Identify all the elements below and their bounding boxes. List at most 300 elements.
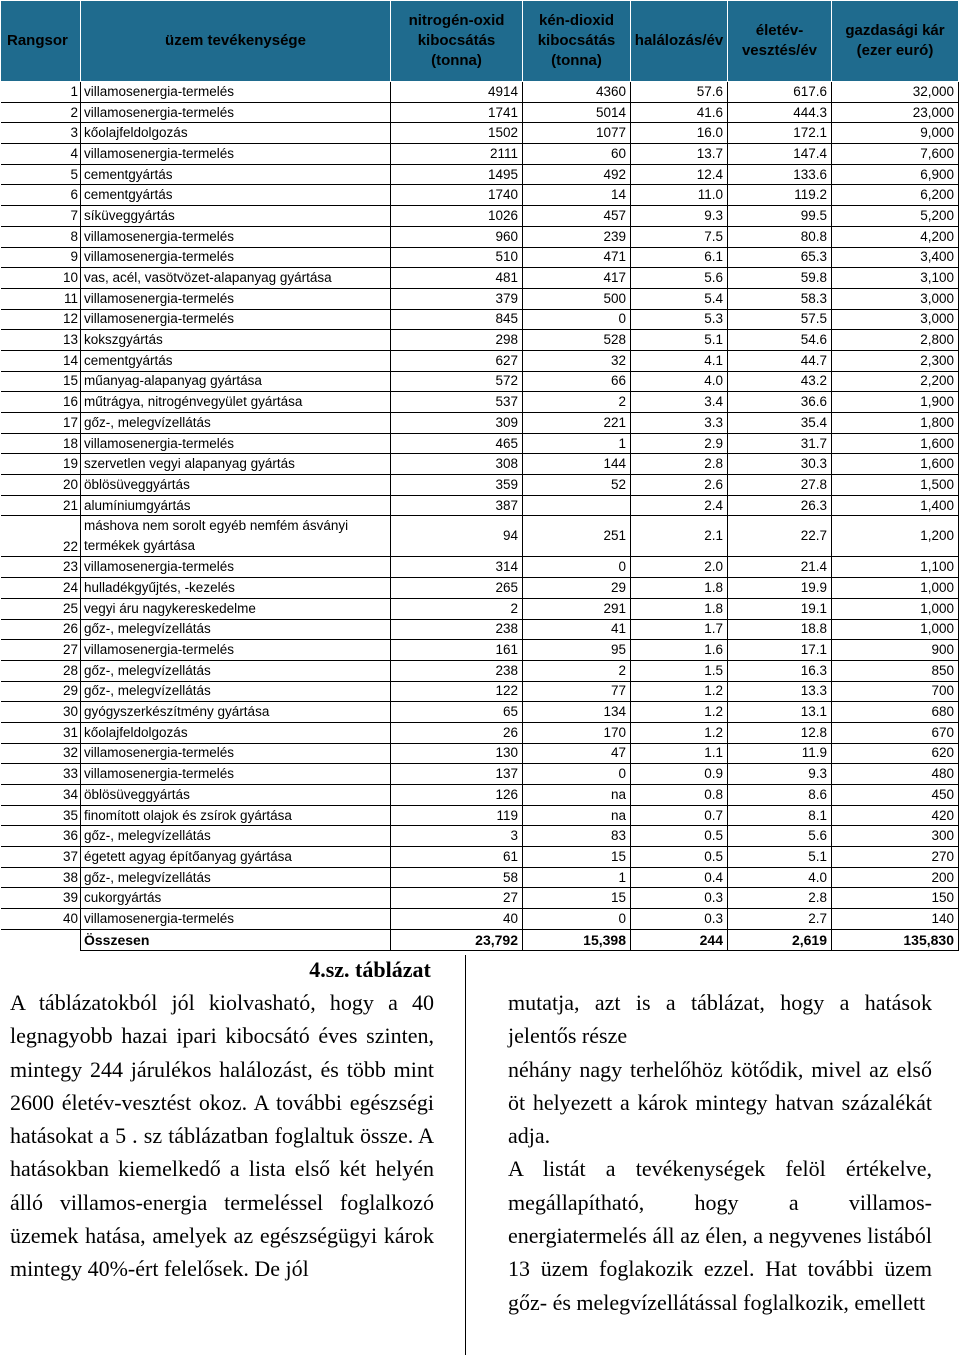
cell-rank: 18 bbox=[1, 433, 81, 454]
header-activity: üzem tevékenysége bbox=[81, 1, 391, 82]
cell-deaths: 4.0 bbox=[631, 371, 728, 392]
cell-nox: 481 bbox=[391, 268, 523, 289]
cell-activity: kőolajfeldolgozás bbox=[81, 722, 391, 743]
cell-deaths: 0.4 bbox=[631, 867, 728, 888]
cell-rank: 30 bbox=[1, 702, 81, 723]
cell-nox: 2 bbox=[391, 598, 523, 619]
cell-damage: 1,800 bbox=[832, 413, 959, 434]
cell-yll: 57.5 bbox=[728, 309, 832, 330]
cell-rank: 10 bbox=[1, 268, 81, 289]
cell-rank: 3 bbox=[1, 123, 81, 144]
table-row bbox=[1, 598, 959, 619]
total-blank bbox=[1, 929, 81, 950]
cell-activity: villamosenergia-termelés bbox=[81, 557, 391, 578]
cell-yll: 13.1 bbox=[728, 702, 832, 723]
cell-yll: 9.3 bbox=[728, 764, 832, 785]
cell-so2: 41 bbox=[523, 619, 631, 640]
cell-activity: műtrágya, nitrogénvegyület gyártása bbox=[81, 392, 391, 413]
body-text-right bbox=[508, 986, 932, 1319]
cell-nox: 137 bbox=[391, 764, 523, 785]
cell-damage: 1,100 bbox=[832, 557, 959, 578]
cell-nox: 1026 bbox=[391, 206, 523, 227]
cell-yll: 54.6 bbox=[728, 330, 832, 351]
cell-so2: 0 bbox=[523, 309, 631, 330]
cell-so2: 4360 bbox=[523, 82, 631, 103]
cell-rank: 35 bbox=[1, 805, 81, 826]
cell-yll: 5.1 bbox=[728, 847, 832, 868]
total-nox: 23,792 bbox=[391, 929, 523, 950]
cell-nox: 238 bbox=[391, 619, 523, 640]
cell-activity: égetett agyag építőanyag gyártása bbox=[81, 847, 391, 868]
cell-yll: 80.8 bbox=[728, 226, 832, 247]
cell-activity: villamosenergia-termelés bbox=[81, 640, 391, 661]
cell-nox: 627 bbox=[391, 350, 523, 371]
total-deaths: 244 bbox=[631, 929, 728, 950]
cell-deaths: 1.5 bbox=[631, 660, 728, 681]
cell-rank: 40 bbox=[1, 909, 81, 930]
table-header-row bbox=[1, 1, 959, 82]
cell-yll: 65.3 bbox=[728, 247, 832, 268]
total-label: Összesen bbox=[81, 929, 391, 950]
cell-yll: 18.8 bbox=[728, 619, 832, 640]
cell-deaths: 12.4 bbox=[631, 164, 728, 185]
cell-rank: 14 bbox=[1, 350, 81, 371]
cell-nox: 960 bbox=[391, 226, 523, 247]
cell-rank: 36 bbox=[1, 826, 81, 847]
cell-so2: 251 bbox=[523, 516, 631, 557]
cell-yll: 58.3 bbox=[728, 288, 832, 309]
cell-so2: 66 bbox=[523, 371, 631, 392]
cell-activity: villamosenergia-termelés bbox=[81, 743, 391, 764]
cell-so2: 1 bbox=[523, 867, 631, 888]
total-damage: 135,830 bbox=[832, 929, 959, 950]
cell-rank: 39 bbox=[1, 888, 81, 909]
cell-activity: gőz-, melegvízellátás bbox=[81, 826, 391, 847]
cell-nox: 3 bbox=[391, 826, 523, 847]
cell-rank: 34 bbox=[1, 785, 81, 806]
header-nox: nitrogén-oxid kibocsátás (tonna) bbox=[391, 1, 523, 82]
cell-rank: 29 bbox=[1, 681, 81, 702]
cell-yll: 19.1 bbox=[728, 598, 832, 619]
table-row bbox=[1, 557, 959, 578]
cell-deaths: 1.1 bbox=[631, 743, 728, 764]
cell-so2: na bbox=[523, 805, 631, 826]
header-so2: kén-dioxid kibocsátás (tonna) bbox=[523, 1, 631, 82]
table-row bbox=[1, 867, 959, 888]
cell-damage: 2,300 bbox=[832, 350, 959, 371]
table-row bbox=[1, 392, 959, 413]
cell-activity: gőz-, melegvízellátás bbox=[81, 867, 391, 888]
cell-activity: cukorgyártás bbox=[81, 888, 391, 909]
cell-yll: 36.6 bbox=[728, 392, 832, 413]
cell-activity: alumíniumgyártás bbox=[81, 495, 391, 516]
cell-damage: 1,900 bbox=[832, 392, 959, 413]
cell-rank: 23 bbox=[1, 557, 81, 578]
cell-activity: cementgyártás bbox=[81, 164, 391, 185]
cell-deaths: 2.1 bbox=[631, 516, 728, 557]
cell-yll: 27.8 bbox=[728, 475, 832, 496]
cell-yll: 59.8 bbox=[728, 268, 832, 289]
cell-deaths: 0.3 bbox=[631, 909, 728, 930]
cell-nox: 845 bbox=[391, 309, 523, 330]
paragraph-left: A táblázatokból jól kiolvasható, hogy a 40 legnagyobb hazai ipari kibocsátó éves szinten, mintegy 244 járulékos halálozást, és több mint 2600 életév-vesztést okoz. A további egészségi hatásokat a 5 . sz táblázatban foglaltuk össze. A hatásokban kiemelkedő a lista első két helyén álló villamos-energia termeléssel foglalkozó üzemek hatása, amelyek az egészségügyi károk mintegy 40%-ért felelősek. De jól bbox=[10, 990, 434, 1282]
cell-deaths: 5.6 bbox=[631, 268, 728, 289]
cell-activity: villamosenergia-termelés bbox=[81, 433, 391, 454]
cell-deaths: 57.6 bbox=[631, 82, 728, 103]
table-row bbox=[1, 888, 959, 909]
cell-rank: 13 bbox=[1, 330, 81, 351]
cell-damage: 32,000 bbox=[832, 82, 959, 103]
cell-activity: síküveggyártás bbox=[81, 206, 391, 227]
cell-yll: 99.5 bbox=[728, 206, 832, 227]
table-row bbox=[1, 454, 959, 475]
cell-so2: 457 bbox=[523, 206, 631, 227]
cell-nox: 27 bbox=[391, 888, 523, 909]
cell-rank: 31 bbox=[1, 722, 81, 743]
cell-yll: 172.1 bbox=[728, 123, 832, 144]
cell-activity: villamosenergia-termelés bbox=[81, 247, 391, 268]
cell-so2: 2 bbox=[523, 392, 631, 413]
cell-rank: 26 bbox=[1, 619, 81, 640]
cell-so2: 14 bbox=[523, 185, 631, 206]
cell-rank: 21 bbox=[1, 495, 81, 516]
cell-rank: 5 bbox=[1, 164, 81, 185]
cell-damage: 2,200 bbox=[832, 371, 959, 392]
table-row bbox=[1, 660, 959, 681]
cell-activity: hulladékgyűjtés, -kezelés bbox=[81, 578, 391, 599]
cell-so2: 0 bbox=[523, 764, 631, 785]
cell-so2: 60 bbox=[523, 144, 631, 165]
table-row bbox=[1, 495, 959, 516]
cell-activity: műanyag-alapanyag gyártása bbox=[81, 371, 391, 392]
cell-nox: 58 bbox=[391, 867, 523, 888]
cell-so2: 15 bbox=[523, 847, 631, 868]
cell-damage: 1,000 bbox=[832, 578, 959, 599]
cell-yll: 43.2 bbox=[728, 371, 832, 392]
cell-rank: 12 bbox=[1, 309, 81, 330]
cell-nox: 537 bbox=[391, 392, 523, 413]
cell-yll: 31.7 bbox=[728, 433, 832, 454]
cell-rank: 17 bbox=[1, 413, 81, 434]
cell-yll: 444.3 bbox=[728, 102, 832, 123]
cell-activity: vegyi áru nagykereskedelme bbox=[81, 598, 391, 619]
cell-rank: 37 bbox=[1, 847, 81, 868]
cell-rank: 38 bbox=[1, 867, 81, 888]
cell-deaths: 0.5 bbox=[631, 847, 728, 868]
total-so2: 15,398 bbox=[523, 929, 631, 950]
cell-yll: 26.3 bbox=[728, 495, 832, 516]
cell-yll: 133.6 bbox=[728, 164, 832, 185]
cell-damage: 700 bbox=[832, 681, 959, 702]
cell-damage: 4,200 bbox=[832, 226, 959, 247]
cell-deaths: 2.4 bbox=[631, 495, 728, 516]
cell-nox: 572 bbox=[391, 371, 523, 392]
cell-so2: 528 bbox=[523, 330, 631, 351]
cell-activity: kokszgyártás bbox=[81, 330, 391, 351]
cell-yll: 35.4 bbox=[728, 413, 832, 434]
cell-activity: villamosenergia-termelés bbox=[81, 144, 391, 165]
cell-rank: 8 bbox=[1, 226, 81, 247]
table-caption: 4.sz. táblázat bbox=[309, 957, 431, 982]
cell-nox: 122 bbox=[391, 681, 523, 702]
cell-deaths: 1.7 bbox=[631, 619, 728, 640]
cell-so2: 29 bbox=[523, 578, 631, 599]
cell-so2: 492 bbox=[523, 164, 631, 185]
cell-deaths: 3.4 bbox=[631, 392, 728, 413]
cell-rank: 6 bbox=[1, 185, 81, 206]
cell-deaths: 2.9 bbox=[631, 433, 728, 454]
cell-damage: 1,200 bbox=[832, 516, 959, 557]
cell-activity: finomított olajok és zsírok gyártása bbox=[81, 805, 391, 826]
cell-yll: 2.7 bbox=[728, 909, 832, 930]
cell-activity: kőolajfeldolgozás bbox=[81, 123, 391, 144]
cell-deaths: 41.6 bbox=[631, 102, 728, 123]
cell-rank: 33 bbox=[1, 764, 81, 785]
cell-activity: cementgyártás bbox=[81, 185, 391, 206]
cell-damage: 1,000 bbox=[832, 598, 959, 619]
cell-so2: 95 bbox=[523, 640, 631, 661]
cell-deaths: 4.1 bbox=[631, 350, 728, 371]
cell-deaths: 0.8 bbox=[631, 785, 728, 806]
cell-damage: 9,000 bbox=[832, 123, 959, 144]
cell-yll: 4.0 bbox=[728, 867, 832, 888]
cell-so2: 417 bbox=[523, 268, 631, 289]
cell-damage: 2,800 bbox=[832, 330, 959, 351]
cell-so2: 144 bbox=[523, 454, 631, 475]
cell-deaths: 3.3 bbox=[631, 413, 728, 434]
cell-so2: 15 bbox=[523, 888, 631, 909]
body-text-left bbox=[10, 986, 434, 1286]
cell-activity: villamosenergia-termelés bbox=[81, 309, 391, 330]
cell-damage: 3,000 bbox=[832, 288, 959, 309]
cell-yll: 8.6 bbox=[728, 785, 832, 806]
cell-damage: 5,200 bbox=[832, 206, 959, 227]
cell-rank: 27 bbox=[1, 640, 81, 661]
cell-deaths: 5.4 bbox=[631, 288, 728, 309]
cell-rank: 32 bbox=[1, 743, 81, 764]
cell-deaths: 0.9 bbox=[631, 764, 728, 785]
cell-activity: gőz-, melegvízellátás bbox=[81, 660, 391, 681]
cell-yll: 21.4 bbox=[728, 557, 832, 578]
table-row bbox=[1, 619, 959, 640]
cell-rank: 4 bbox=[1, 144, 81, 165]
cell-damage: 23,000 bbox=[832, 102, 959, 123]
cell-nox: 379 bbox=[391, 288, 523, 309]
cell-damage: 6,900 bbox=[832, 164, 959, 185]
cell-damage: 1,600 bbox=[832, 433, 959, 454]
cell-damage: 270 bbox=[832, 847, 959, 868]
cell-yll: 147.4 bbox=[728, 144, 832, 165]
cell-damage: 3,100 bbox=[832, 268, 959, 289]
cell-rank: 20 bbox=[1, 475, 81, 496]
cell-nox: 161 bbox=[391, 640, 523, 661]
cell-nox: 130 bbox=[391, 743, 523, 764]
cell-activity: villamosenergia-termelés bbox=[81, 909, 391, 930]
paragraph-right-1: mutatja, azt is a táblázat, hogy a hatások jelentős része bbox=[508, 990, 932, 1049]
cell-nox: 359 bbox=[391, 475, 523, 496]
cell-yll: 19.9 bbox=[728, 578, 832, 599]
table-row bbox=[1, 578, 959, 599]
cell-rank: 7 bbox=[1, 206, 81, 227]
paragraph-right-3: A listát a tevékenységek felöl értékelve, megállapítható, hogy a villamos-energiatermelés áll az élen, a negyvenes listából 13 üzem foglakozik ezzel. Hat további üzem gőz- és melegvízellátással foglalkozik, emellett bbox=[508, 1156, 932, 1315]
cell-nox: 4914 bbox=[391, 82, 523, 103]
cell-activity: villamosenergia-termelés bbox=[81, 764, 391, 785]
cell-rank: 24 bbox=[1, 578, 81, 599]
cell-so2: 471 bbox=[523, 247, 631, 268]
cell-so2: na bbox=[523, 785, 631, 806]
cell-rank: 28 bbox=[1, 660, 81, 681]
cell-rank: 16 bbox=[1, 392, 81, 413]
cell-yll: 11.9 bbox=[728, 743, 832, 764]
paragraph-right-2: néhány nagy terhelőhöz kötődik, mivel az első öt helyezett a károk mintegy hatvan százalékát adja. bbox=[508, 1056, 932, 1149]
cell-activity: gőz-, melegvízellátás bbox=[81, 619, 391, 640]
cell-damage: 6,200 bbox=[832, 185, 959, 206]
cell-nox: 1495 bbox=[391, 164, 523, 185]
cell-yll: 617.6 bbox=[728, 82, 832, 103]
cell-so2: 5014 bbox=[523, 102, 631, 123]
cell-nox: 94 bbox=[391, 516, 523, 557]
cell-nox: 465 bbox=[391, 433, 523, 454]
table-row bbox=[1, 516, 959, 557]
cell-activity: öblösüveggyártás bbox=[81, 475, 391, 496]
cell-nox: 65 bbox=[391, 702, 523, 723]
cell-rank: 1 bbox=[1, 82, 81, 103]
table-row bbox=[1, 371, 959, 392]
cell-damage: 140 bbox=[832, 909, 959, 930]
cell-deaths: 13.7 bbox=[631, 144, 728, 165]
table-row bbox=[1, 309, 959, 330]
table-row bbox=[1, 164, 959, 185]
cell-activity: gőz-, melegvízellátás bbox=[81, 681, 391, 702]
table-row bbox=[1, 288, 959, 309]
cell-yll: 8.1 bbox=[728, 805, 832, 826]
cell-activity: máshova nem sorolt egyéb nemfém ásványi termékek gyártása bbox=[81, 516, 391, 557]
total-row bbox=[1, 929, 959, 950]
cell-nox: 1741 bbox=[391, 102, 523, 123]
cell-damage: 300 bbox=[832, 826, 959, 847]
cell-damage: 150 bbox=[832, 888, 959, 909]
cell-deaths: 9.3 bbox=[631, 206, 728, 227]
cell-damage: 3,000 bbox=[832, 309, 959, 330]
cell-nox: 26 bbox=[391, 722, 523, 743]
cell-so2: 32 bbox=[523, 350, 631, 371]
cell-activity: villamosenergia-termelés bbox=[81, 82, 391, 103]
cell-nox: 238 bbox=[391, 660, 523, 681]
cell-so2: 239 bbox=[523, 226, 631, 247]
cell-yll: 119.2 bbox=[728, 185, 832, 206]
cell-activity: gyógyszerkészítmény gyártása bbox=[81, 702, 391, 723]
cell-deaths: 1.2 bbox=[631, 722, 728, 743]
table-row bbox=[1, 144, 959, 165]
cell-damage: 7,600 bbox=[832, 144, 959, 165]
table-body bbox=[1, 82, 959, 930]
table-row bbox=[1, 702, 959, 723]
cell-deaths: 1.6 bbox=[631, 640, 728, 661]
cell-rank: 25 bbox=[1, 598, 81, 619]
cell-rank: 19 bbox=[1, 454, 81, 475]
cell-activity: gőz-, melegvízellátás bbox=[81, 413, 391, 434]
table-row bbox=[1, 433, 959, 454]
cell-so2: 0 bbox=[523, 909, 631, 930]
cell-rank: 15 bbox=[1, 371, 81, 392]
cell-deaths: 2.0 bbox=[631, 557, 728, 578]
cell-yll: 22.7 bbox=[728, 516, 832, 557]
cell-yll: 17.1 bbox=[728, 640, 832, 661]
cell-deaths: 1.8 bbox=[631, 598, 728, 619]
cell-so2: 0 bbox=[523, 557, 631, 578]
table-row bbox=[1, 123, 959, 144]
cell-so2: 1077 bbox=[523, 123, 631, 144]
cell-yll: 30.3 bbox=[728, 454, 832, 475]
cell-nox: 119 bbox=[391, 805, 523, 826]
total-yll: 2,619 bbox=[728, 929, 832, 950]
cell-damage: 480 bbox=[832, 764, 959, 785]
cell-so2: 83 bbox=[523, 826, 631, 847]
cell-deaths: 6.1 bbox=[631, 247, 728, 268]
cell-rank: 2 bbox=[1, 102, 81, 123]
cell-damage: 1,400 bbox=[832, 495, 959, 516]
cell-so2: 77 bbox=[523, 681, 631, 702]
header-rank: Rangsor bbox=[1, 1, 81, 82]
cell-activity: villamosenergia-termelés bbox=[81, 226, 391, 247]
table-row bbox=[1, 743, 959, 764]
table-row bbox=[1, 185, 959, 206]
cell-nox: 309 bbox=[391, 413, 523, 434]
cell-rank: 11 bbox=[1, 288, 81, 309]
table-row bbox=[1, 413, 959, 434]
cell-deaths: 0.7 bbox=[631, 805, 728, 826]
table-row bbox=[1, 805, 959, 826]
cell-so2: 500 bbox=[523, 288, 631, 309]
table-row bbox=[1, 102, 959, 123]
table-row bbox=[1, 909, 959, 930]
cell-deaths: 7.5 bbox=[631, 226, 728, 247]
table-row bbox=[1, 475, 959, 496]
table-row bbox=[1, 206, 959, 227]
cell-damage: 450 bbox=[832, 785, 959, 806]
cell-damage: 620 bbox=[832, 743, 959, 764]
cell-nox: 265 bbox=[391, 578, 523, 599]
cell-damage: 1,600 bbox=[832, 454, 959, 475]
cell-deaths: 5.1 bbox=[631, 330, 728, 351]
header-deaths: halálozás/év bbox=[631, 1, 728, 82]
cell-yll: 44.7 bbox=[728, 350, 832, 371]
cell-activity: öblösüveggyártás bbox=[81, 785, 391, 806]
cell-activity: villamosenergia-termelés bbox=[81, 288, 391, 309]
cell-damage: 670 bbox=[832, 722, 959, 743]
cell-so2: 52 bbox=[523, 475, 631, 496]
cell-activity: cementgyártás bbox=[81, 350, 391, 371]
table-row bbox=[1, 847, 959, 868]
cell-activity: villamosenergia-termelés bbox=[81, 102, 391, 123]
table-row bbox=[1, 785, 959, 806]
cell-nox: 387 bbox=[391, 495, 523, 516]
cell-damage: 850 bbox=[832, 660, 959, 681]
cell-deaths: 5.3 bbox=[631, 309, 728, 330]
cell-yll: 5.6 bbox=[728, 826, 832, 847]
cell-rank: 22 bbox=[1, 516, 81, 557]
cell-so2: 291 bbox=[523, 598, 631, 619]
cell-nox: 298 bbox=[391, 330, 523, 351]
table-row bbox=[1, 226, 959, 247]
cell-so2: 47 bbox=[523, 743, 631, 764]
cell-so2: 134 bbox=[523, 702, 631, 723]
cell-so2: 2 bbox=[523, 660, 631, 681]
cell-nox: 2111 bbox=[391, 144, 523, 165]
cell-deaths: 11.0 bbox=[631, 185, 728, 206]
cell-yll: 13.3 bbox=[728, 681, 832, 702]
cell-rank: 9 bbox=[1, 247, 81, 268]
